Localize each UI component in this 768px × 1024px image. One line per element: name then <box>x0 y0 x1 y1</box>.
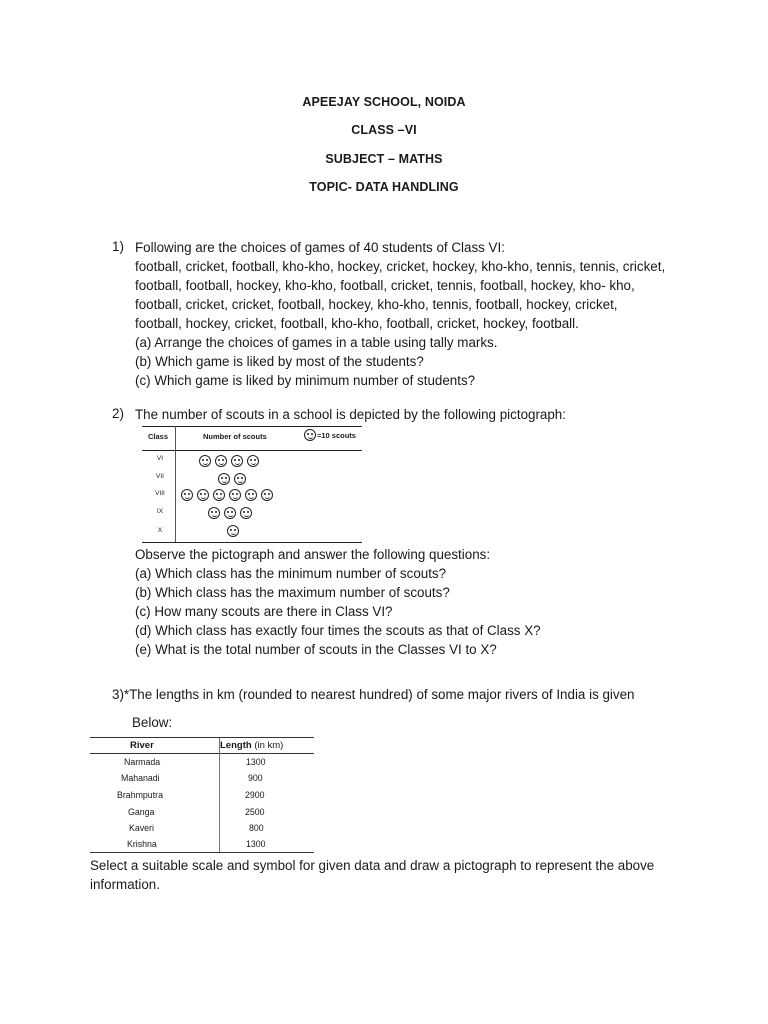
col-header-river: River <box>130 740 154 751</box>
q1-part-a: (a) Arrange the choices of games in a table using tally marks. <box>135 335 498 350</box>
q1-line: football, cricket, cricket, football, hockey, kho-kho, tennis, football, hockey, cricket, <box>135 297 618 312</box>
q2-part-e: (e) What is the total number of scouts in the Classes VI to X? <box>135 642 497 657</box>
river-name: Brahmputra <box>117 790 163 800</box>
q3-below: Below: <box>132 715 173 730</box>
class-label: VIII <box>155 490 165 497</box>
river-length: 800 <box>249 823 264 833</box>
smiley-icon <box>304 429 316 441</box>
q3-instruction-line: information. <box>90 877 160 892</box>
smiley-icon <box>227 525 239 537</box>
length-label: Length <box>220 740 252 751</box>
smiley-icon <box>247 455 259 467</box>
table-rule <box>142 542 362 543</box>
symbol-row <box>199 455 259 469</box>
question-1 <box>135 238 665 390</box>
smiley-icon <box>199 455 211 467</box>
symbol-row <box>218 473 246 487</box>
q3-instruction-line: Select a suitable scale and symbol for given data and draw a pictograph to represent the above <box>90 858 655 873</box>
q2-part-a: (a) Which class has the minimum number of scouts? <box>135 566 447 581</box>
table-rule <box>90 737 314 738</box>
smiley-icon <box>208 507 220 519</box>
q1-line: football, cricket, football, kho-kho, hockey, cricket, hockey, kho-kho, tennis, tennis, cricket, <box>135 259 666 274</box>
school-name: APEEJAY SCHOOL, NOIDA <box>302 95 466 109</box>
smiley-icon <box>245 489 257 501</box>
river-length: 2500 <box>245 807 265 817</box>
class-label: VII <box>156 473 164 480</box>
q2-questions <box>135 545 541 659</box>
smiley-icon <box>231 455 243 467</box>
q2-number: 2) <box>112 406 124 421</box>
smiley-icon <box>229 489 241 501</box>
q1-line: football, hockey, cricket, football, kho-kho, football, cricket, hockey, football. <box>135 316 579 331</box>
river-name: Krishna <box>127 839 157 849</box>
length-unit: (in km) <box>254 740 284 751</box>
smiley-icon <box>218 473 230 485</box>
river-length: 2900 <box>245 790 265 800</box>
q3-instruction <box>90 856 654 894</box>
smiley-icon <box>215 455 227 467</box>
smiley-icon <box>234 473 246 485</box>
q1-line: football, football, hockey, kho-kho, football, cricket, tennis, football, hockey, kho- kho, <box>135 278 635 293</box>
class-label: VI <box>156 455 164 462</box>
river-name: Narmada <box>124 757 161 767</box>
key-label: =10 scouts <box>317 430 356 440</box>
pictograph-key <box>304 429 356 441</box>
class-label: IX <box>156 508 164 515</box>
smiley-icon <box>261 489 273 501</box>
river-name: Ganga <box>128 807 155 817</box>
q1-number: 1) <box>112 239 124 254</box>
table-rule <box>90 753 314 754</box>
table-divider <box>175 426 176 542</box>
river-length: 1300 <box>246 839 266 849</box>
table-rule <box>90 852 314 853</box>
class-label: X <box>157 527 163 534</box>
q2-part-b: (b) Which class has the maximum number of scouts? <box>135 585 450 600</box>
smiley-icon <box>224 507 236 519</box>
col-header-class: Class <box>148 432 169 441</box>
smiley-icon <box>181 489 193 501</box>
river-name: Mahanadi <box>121 773 160 783</box>
table-divider <box>219 738 220 852</box>
symbol-row <box>227 525 239 539</box>
river-length: 1300 <box>246 757 266 767</box>
symbol-row <box>181 489 273 503</box>
class-heading: CLASS –VI <box>351 123 417 137</box>
q2-part-d: (d) Which class has exactly four times the scouts as that of Class X? <box>135 623 541 638</box>
smiley-icon <box>197 489 209 501</box>
river-name: Kaveri <box>129 823 154 833</box>
q1-line: Following are the choices of games of 40 students of Class VI: <box>135 240 505 255</box>
q2-intro: The number of scouts in a school is depicted by the following pictograph: <box>135 407 566 422</box>
smiley-icon <box>240 507 252 519</box>
col-header-scouts: Number of scouts <box>203 432 267 441</box>
smiley-icon <box>213 489 225 501</box>
q2-part-c: (c) How many scouts are there in Class VI? <box>135 604 393 619</box>
col-header-length <box>220 740 283 751</box>
q1-part-c: (c) Which game is liked by minimum number of students? <box>135 373 476 388</box>
river-length: 900 <box>248 773 263 783</box>
q1-part-b: (b) Which game is liked by most of the students? <box>135 354 424 369</box>
topic-heading: TOPIC- DATA HANDLING <box>309 180 459 194</box>
q3-intro: 3)*The lengths in km (rounded to nearest hundred) of some major rivers of India is given <box>112 687 635 702</box>
scouts-pictograph <box>142 424 362 544</box>
symbol-row <box>208 507 252 521</box>
subject-heading: SUBJECT – MATHS <box>325 152 443 166</box>
q2-instruction: Observe the pictograph and answer the following questions: <box>135 547 491 562</box>
